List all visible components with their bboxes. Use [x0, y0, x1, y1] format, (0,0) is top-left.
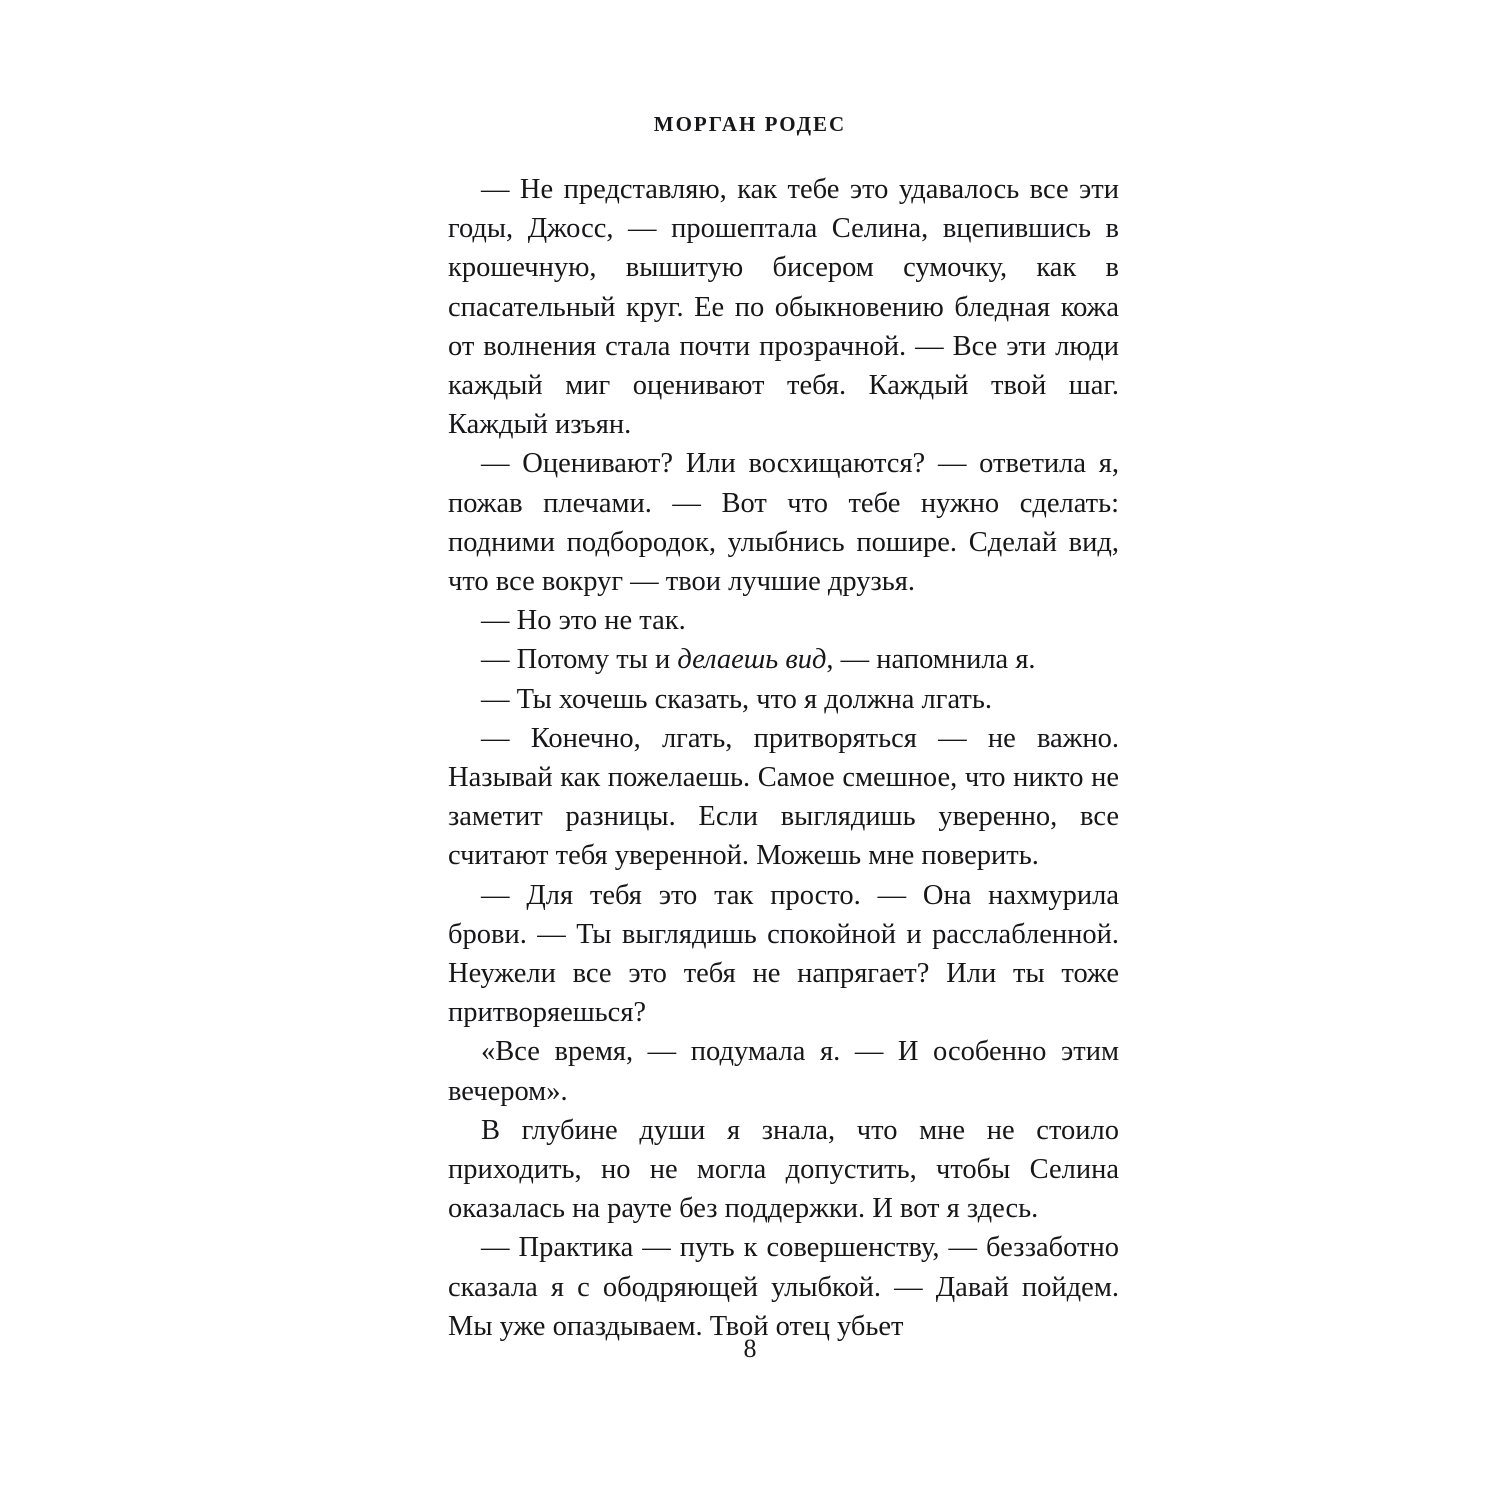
paragraph	[448, 640, 1119, 679]
paragraph-text-run: , — напомнила я.	[826, 644, 1036, 676]
paragraph-text-run: — Потому ты и	[481, 644, 678, 676]
paragraph: В глубине души я знала, что мне не стоило приходить, но не могла допустить, чтобы Селина оказалась на рауте без поддержки. И вот я здесь.	[448, 1114, 1119, 1225]
paragraph: — Конечно, лгать, притворяться — не важно. Называй как пожелаешь. Самое смешное, что никто не заметит разницы. Если выглядишь уверенно, все считают тебя уверенной. Можешь мне поверить.	[448, 722, 1119, 872]
paragraph: «Все время, — подумала я. — И особенно этим вечером».	[448, 1036, 1119, 1107]
paragraph: — Ты хочешь сказать, что я должна лгать.	[481, 683, 992, 715]
body-text-column	[448, 170, 1119, 1346]
paragraph: — Оценивают? Или восхищаются? — ответила я, пожав плечами. — Вот что тебе нужно сделать: подними подбородок, улыбнись пошире. Сделай вид, что все вокруг — твои лучшие друзья.	[448, 448, 1119, 598]
paragraph: — Практика — путь к совершенству, — беззаботно сказала я с ободряющей улыбкой. — Давай пойдем. Мы уже опаздываем. Твой отец убьет	[448, 1232, 1119, 1342]
paragraph: — Но это не так.	[481, 605, 686, 637]
page-number: 8	[743, 1334, 757, 1363]
paragraph: — Не представляю, как тебе это удавалось все эти годы, Джосс, — прошептала Селина, вцепившись в крошечную, вышитую бисером сумочку, как в спасательный круг. Ее по обыкновению бледная кожа от волнения стала почти прозрачной. — Все эти люди каждый миг оценивают тебя. Каждый твой шаг. Каждый изъян.	[448, 174, 1119, 441]
running-head: МОРГАН РОДЕС	[653, 112, 847, 136]
paragraph-emphasis-run: делаешь вид	[677, 644, 827, 676]
paragraph: — Для тебя это так просто. — Она нахмурила брови. — Ты выглядишь спокойной и расслабленной. Неужели все это тебя не напрягает? Или ты тоже притворяешься?	[448, 879, 1119, 1029]
